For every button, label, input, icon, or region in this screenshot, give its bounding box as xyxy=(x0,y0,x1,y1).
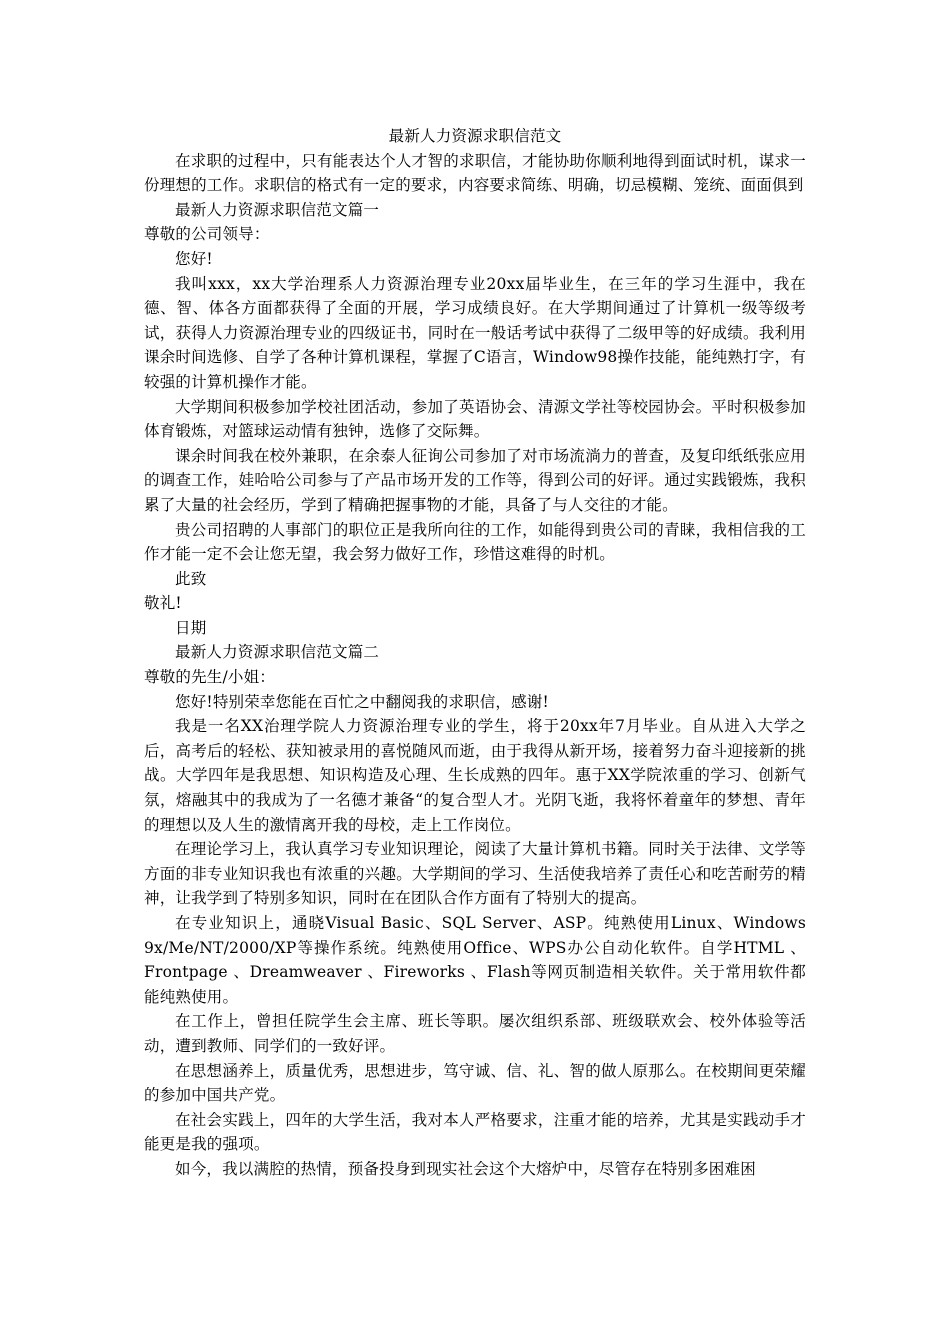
letter2-paragraph: 在工作上，曾担任院学生会主席、班长等职。屡次组织系部、班级联欢会、校外体验等活动，遭到教师、同学们的一致好评。 xyxy=(144,1012,806,1055)
letter1-paragraph: 大学期间积极参加学校社团活动，参加了英语协会、清源文学社等校园协会。平时积极参加体育锻炼，对篮球运动情有独钟，选修了交际舞。 xyxy=(144,397,806,441)
letter1-paragraph: 课余时间我在校外兼职，在余泰人征询公司参加了对市场流淌力的普查，及复印纸纸张应用的调查工作，娃哈哈公司参与了产品市场开发的工作等，得到公司的好评。通过实践锻炼，我积累了大量的社会经历，学到了精确把握事物的才能，具备了与人交往的才能。 xyxy=(144,446,806,514)
letter2-paragraph: 在理论学习上，我认真学习专业知识理论，阅读了大量计算机书籍。同时关于法律、文学等方面的非专业知识我也有浓重的兴趣。大学期间的学习、生活使我培养了责任心和吃苦耐劳的精神，让我学到了特别多知识，同时在在团队合作方面有了特别大的提高。 xyxy=(144,840,806,908)
letter2-paragraph: 在社会实践上，四年的大学生活，我对本人严格要求，注重才能的培养，尤其是实践动手才能更是我的强项。 xyxy=(144,1110,806,1154)
letter1-paragraph: 我叫xxx，xx大学治理系人力资源治理专业20xx届毕业生，在三年的学习生涯中，我在德、智、体各方面都获得了全面的开展，学习成绩良好。在大学期间通过了计算机一级等级考试，获得人力资源治理专业的四级证书，同时在一般话考试中获得了二级甲等的好成绩。我利用课余时间选修、自学了各种计算机课程，掌握了C语言，Window98操作技能，能纯熟打字，有较强的计算机操作才能。 xyxy=(144,274,806,391)
letter2-salutation: 尊敬的先生/小姐： xyxy=(144,668,276,687)
letter2-paragraph: 在思想涵养上，质量优秀，思想进步，笃守诚、信、礼、智的做人原那么。在校期间更荣耀的参加中国共产党。 xyxy=(144,1061,806,1105)
document-page xyxy=(144,124,806,1182)
intro-paragraph: 在求职的过程中，只有能表达个人才智的求职信，才能协助你顺利地得到面试时机，谋求一份理想的工作。求职信的格式有一定的要求，内容要求简练、明确，切忌模糊、笼统、面面俱到 xyxy=(144,151,806,195)
letter2-greeting: 您好!特别荣幸您能在百忙之中翻阅我的求职信，感谢! xyxy=(175,692,549,711)
document-title: 最新人力资源求职信范文 xyxy=(388,127,562,145)
letter1-date: 日期 xyxy=(175,618,207,637)
letter1-greeting: 您好! xyxy=(175,249,213,268)
letter2-paragraph: 我是一名XX治理学院人力资源治理专业的学生，将于20xx年7月毕业。自从进入大学之后，高考后的轻松、获知被录用的喜悦随风而逝，由于我得从新开场，接着努力奋斗迎接新的挑战。大学四年是我思想、知识构造及心理、生长成熟的四年。惠于XX学院浓重的学习、创新气氛，熔融其中的我成为了一名德才兼备“的复合型人才。光阴飞逝，我将怀着童年的梦想、青年的理想以及人生的激情离开我的母校，走上工作岗位。 xyxy=(144,717,806,834)
letter2-heading: 最新人力资源求职信范文篇二 xyxy=(175,643,380,662)
letter1-regards: 敬礼! xyxy=(144,594,182,613)
letter1-paragraph: 贵公司招聘的人事部门的职位正是我所向往的工作，如能得到贵公司的青睐，我相信我的工作才能一定不会让您无望，我会努力做好工作，珍惜这难得的时机。 xyxy=(144,520,806,564)
letter1-closing: 此致 xyxy=(175,569,207,588)
letter1-salutation: 尊敬的公司领导： xyxy=(144,225,270,244)
letter2-paragraph: 如今，我以满腔的热情，预备投身到现实社会这个大熔炉中，尽管存在特别多困难困 xyxy=(175,1159,756,1178)
letter2-paragraph: 在专业知识上，通晓Visual Basic、SQL Server、ASP。纯熟使用Linux、Windows 9x/Me/NT/2000/XP等操作系统。纯熟使用Office、WPS办公自动化软件。自学HTML 、Frontpage 、Dreamweaver 、Fireworks 、Flash等网页制造相关软件。关于常用软件都能纯熟使用。 xyxy=(144,914,806,1006)
letter1-heading: 最新人力资源求职信范文篇一 xyxy=(175,200,380,219)
